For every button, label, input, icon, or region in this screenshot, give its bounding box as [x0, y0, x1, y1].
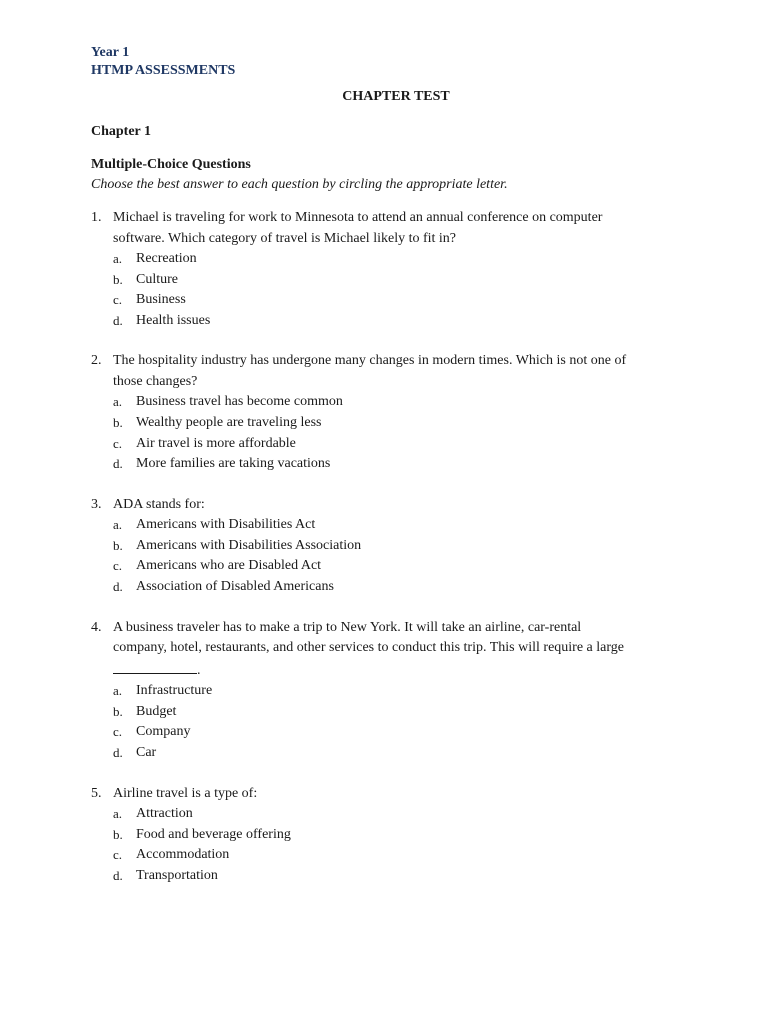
answer-option[interactable] — [91, 515, 691, 536]
option-letter: d. — [113, 579, 123, 595]
answer-option[interactable] — [91, 413, 691, 434]
option-text: Americans with Disabilities Act — [136, 517, 316, 533]
option-text: Food and beverage offering — [136, 826, 291, 842]
option-text: Air travel is more affordable — [136, 435, 296, 451]
option-text: Wealthy people are traveling less — [136, 414, 322, 430]
page-title: CHAPTER TEST — [342, 89, 450, 104]
answer-option[interactable] — [91, 536, 691, 557]
question-line: ADA stands for: — [113, 496, 205, 512]
option-text: Company — [136, 724, 191, 740]
answer-option[interactable] — [91, 866, 691, 887]
option-letter: b. — [113, 271, 123, 287]
option-letter: c. — [113, 847, 123, 863]
option-letter: d. — [113, 744, 123, 760]
option-letter: d. — [113, 456, 123, 472]
question-text — [91, 372, 691, 393]
answer-option[interactable] — [91, 434, 691, 455]
document-page — [91, 44, 691, 886]
option-text: Business travel has become common — [136, 394, 343, 410]
question-line: company, hotel, restaurants, and other services to conduct this trip. This will require a large — [113, 640, 624, 656]
question-text — [91, 659, 691, 682]
option-text: Transportation — [136, 867, 218, 883]
question-text — [91, 638, 691, 659]
question-line: Michael is traveling for work to Minnesota to attend an annual conference on computer — [113, 210, 603, 225]
option-letter: a. — [113, 806, 123, 821]
question-line: The hospitality industry has undergone many changes in modern times. Which is not one of — [113, 353, 627, 369]
option-text: Infrastructure — [136, 683, 213, 699]
answer-blank — [113, 659, 197, 674]
question-number: 2. — [91, 353, 102, 369]
option-letter: c. — [113, 724, 123, 740]
question-3 — [91, 495, 691, 598]
answer-option[interactable] — [91, 454, 691, 475]
question-text — [91, 229, 691, 250]
answer-option[interactable] — [91, 577, 691, 598]
answer-options — [91, 392, 691, 474]
question-2 — [91, 351, 691, 474]
option-letter: c. — [113, 558, 123, 574]
question-line: Airline travel is a type of: — [113, 785, 258, 801]
option-letter: c. — [113, 435, 123, 451]
option-text: Accommodation — [136, 847, 230, 863]
option-letter: c. — [113, 292, 123, 308]
answer-option[interactable] — [91, 804, 691, 825]
option-text: Culture — [136, 271, 178, 287]
blank-suffix: . — [197, 662, 201, 678]
option-text: More families are taking vacations — [136, 456, 331, 472]
question-number: 5. — [91, 785, 102, 801]
option-text: Business — [136, 292, 186, 308]
question-line: software. Which category of travel is Michael likely to fit in? — [113, 230, 457, 246]
option-letter: b. — [113, 703, 123, 719]
option-text: Recreation — [136, 251, 197, 266]
option-letter: a. — [113, 517, 123, 533]
option-text: Americans who are Disabled Act — [136, 558, 322, 574]
question-number: 3. — [91, 496, 102, 512]
instructions: Choose the best answer to each question by circling the appropriate letter. — [91, 177, 508, 192]
option-text: Attraction — [136, 806, 193, 821]
question-number: 4. — [91, 619, 102, 635]
question-1 — [91, 208, 691, 331]
question-line: A business traveler has to make a trip to New York. It will take an airline, car-rental — [113, 619, 582, 635]
answer-option[interactable] — [91, 392, 691, 413]
option-text: Americans with Disabilities Association — [136, 537, 362, 553]
option-letter: b. — [113, 414, 123, 430]
assessments-label: HTMP ASSESSMENTS — [91, 63, 236, 78]
option-letter: a. — [113, 683, 123, 699]
answer-options — [91, 515, 691, 597]
option-letter: b. — [113, 826, 123, 842]
section-heading: Multiple-Choice Questions — [91, 157, 251, 172]
option-letter: d. — [113, 867, 123, 883]
answer-option[interactable] — [91, 290, 691, 311]
answer-options — [91, 249, 691, 331]
question-line: those changes? — [113, 373, 198, 389]
question-text — [91, 495, 691, 516]
answer-option[interactable] — [91, 311, 691, 332]
answer-option[interactable] — [91, 743, 691, 764]
answer-option[interactable] — [91, 722, 691, 743]
question-5 — [91, 784, 691, 887]
chapter-heading: Chapter 1 — [91, 124, 152, 139]
answer-option[interactable] — [91, 825, 691, 846]
option-letter: a. — [113, 251, 123, 266]
option-letter: a. — [113, 394, 123, 410]
question-number: 1. — [91, 210, 102, 225]
option-text: Budget — [136, 703, 177, 719]
question-text — [91, 784, 691, 805]
answer-options — [91, 681, 691, 763]
question-text — [91, 208, 691, 229]
question-4 — [91, 618, 691, 764]
answer-option[interactable] — [91, 702, 691, 723]
option-text: Association of Disabled Americans — [136, 579, 334, 595]
option-text: Car — [136, 744, 157, 760]
question-text — [91, 618, 691, 639]
option-letter: b. — [113, 537, 123, 553]
question-text — [91, 351, 691, 372]
option-letter: d. — [113, 312, 123, 328]
answer-option[interactable] — [91, 270, 691, 291]
answer-options — [91, 804, 691, 886]
answer-option[interactable] — [91, 845, 691, 866]
answer-option[interactable] — [91, 249, 691, 270]
year-label: Year 1 — [91, 45, 130, 60]
answer-option[interactable] — [91, 556, 691, 577]
option-text: Health issues — [136, 312, 211, 328]
answer-option[interactable] — [91, 681, 691, 702]
